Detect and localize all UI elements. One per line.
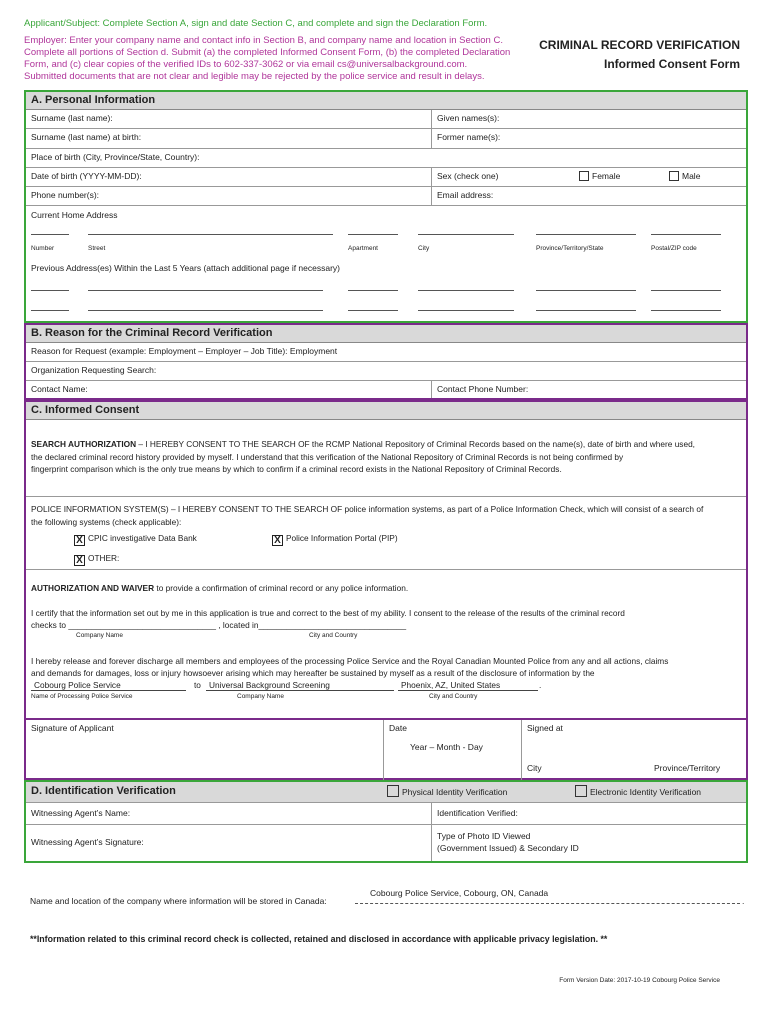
storage-field[interactable]: Cobourg Police Service, Cobourg, ON, Canada: [355, 888, 740, 904]
address-city-line[interactable]: [418, 234, 514, 235]
prev-address-line[interactable]: [31, 290, 69, 291]
other-option[interactable]: [74, 552, 119, 566]
female-label: Female: [592, 171, 621, 181]
police-info-text-1: POLICE INFORMATION SYSTEM(S) – I HEREBY CONSENT TO THE SEARCH OF police information systems, as part of a Police Information Check, which will consist of a search of: [31, 504, 704, 514]
contact-name-field[interactable]: Contact Name:: [31, 384, 88, 394]
certify-line-1: I certify that the information set out by me in this application is true and correct to the best of my ability. I consent to the release of the results of the criminal record: [31, 608, 625, 618]
electronic-verification-option[interactable]: [575, 785, 701, 797]
surname-field[interactable]: Surname (last name):: [31, 113, 113, 123]
storage-period: .: [742, 896, 745, 906]
prev-address-line[interactable]: [348, 290, 398, 291]
pip-option[interactable]: [272, 532, 398, 546]
electronic-label: Electronic Identity Verification: [590, 787, 702, 797]
city-country-caption-2: City and Country: [429, 693, 478, 700]
province-caption: Province/Territory: [654, 763, 721, 773]
agent-signature-field[interactable]: Witnessing Agent’s Signature:: [31, 837, 144, 847]
previous-address-label: Previous Address(es) Within the Last 5 Years (attach additional page if necessary): [31, 263, 341, 273]
photo-id-field[interactable]: [431, 825, 746, 861]
surname-birth-field[interactable]: Surname (last name) at birth:: [31, 132, 142, 142]
place-of-birth-field[interactable]: Place of birth (City, Province/State, Country):: [31, 152, 200, 162]
date-field[interactable]: [383, 720, 521, 780]
company-name-caption: Company Name: [76, 632, 123, 639]
section-d: [24, 780, 748, 863]
agent-name-field[interactable]: Witnessing Agent’s Name:: [31, 808, 131, 818]
privacy-note: **Information related to this criminal record check is collected, retained and disclosed in accordance with applicable privacy legislation. **: [30, 934, 608, 944]
reason-field[interactable]: Reason for Request (example: Employment – Employer – Job Title): Employment: [31, 346, 338, 356]
number-caption: Number: [31, 245, 55, 252]
section-c-heading: C. Informed Consent: [26, 402, 746, 420]
city-caption: City: [527, 763, 542, 773]
to-word: to: [194, 680, 201, 690]
prev-address-line[interactable]: [31, 310, 69, 311]
physical-checkbox[interactable]: [387, 785, 399, 797]
location-field[interactable]: Phoenix, AZ, United States: [398, 679, 538, 691]
male-option[interactable]: [669, 171, 700, 181]
search-auth-text-2: the declared criminal record history provided by myself. I understand that this verification of the National Repository of Criminal Records is not being confirmed by: [31, 451, 624, 462]
certify-line-2[interactable]: checks to ________________________________ , located in________________________________: [31, 620, 407, 630]
contact-phone-field[interactable]: Contact Phone Number:: [431, 381, 746, 398]
police-service-field[interactable]: Cobourg Police Service: [31, 679, 186, 691]
address-postal-line[interactable]: [651, 234, 721, 235]
prev-address-line[interactable]: [418, 290, 514, 291]
signature-label: Signature of Applicant: [31, 723, 114, 733]
prev-address-line[interactable]: [418, 310, 514, 311]
given-names-field[interactable]: Given names(s):: [431, 110, 746, 128]
province-caption: Province/Territory/State: [536, 245, 604, 252]
pip-label: Police Information Portal (PIP): [286, 533, 398, 543]
pip-checkbox[interactable]: X: [272, 535, 283, 546]
form-version: Form Version Date: 2017-10-19 Cobourg Police Service: [559, 977, 720, 984]
postal-caption: Postal/ZIP code: [651, 245, 697, 252]
electronic-checkbox[interactable]: [575, 785, 587, 797]
employer-instructions-4: Submitted documents that are not clear and legible may be rejected by the police service and result in delays.: [24, 71, 485, 82]
city-country-caption: City and Country: [309, 632, 358, 639]
prev-address-line[interactable]: [88, 290, 323, 291]
form-title: CRIMINAL RECORD VERIFICATION: [539, 38, 740, 52]
female-checkbox[interactable]: [579, 171, 589, 181]
processing-caption: Name of Processing Police Service: [31, 693, 133, 700]
signed-at-label: Signed at: [527, 723, 563, 733]
dob-field[interactable]: Date of birth (YYYY-MM-DD):: [31, 171, 142, 181]
section-d-heading: D. Identification Verification: [31, 785, 176, 797]
physical-label: Physical Identity Verification: [402, 787, 508, 797]
prev-address-line[interactable]: [348, 310, 398, 311]
former-names-field[interactable]: Former name(s):: [431, 129, 746, 148]
section-b: [24, 323, 748, 400]
prev-address-line[interactable]: [536, 290, 636, 291]
employer-instructions-3: Form, and (c) clear copies of the verified IDs to 602-337-3062 or via email cs@universalbackground.com.: [24, 59, 468, 70]
id-verified-field[interactable]: Identification Verified:: [431, 803, 746, 824]
release-line-2: and demands for damages, loss or injury howsoever arising which may hereafter be sustained by myself as a result of the disclosure of information by the: [31, 668, 595, 678]
search-auth-text-3: fingerprint comparison which is the only true means by which to confirm if a criminal record exists in the National Repository of Criminal Records.: [31, 464, 562, 474]
address-apartment-line[interactable]: [348, 234, 398, 235]
police-info-text-2: the following systems (check applicable):: [31, 516, 182, 527]
company-field[interactable]: Universal Background Screening: [206, 679, 394, 691]
section-b-heading: B. Reason for the Criminal Record Verification: [26, 325, 746, 343]
ymd-caption: Year – Month - Day: [410, 742, 483, 752]
phone-field[interactable]: Phone number(s):: [31, 190, 100, 200]
cpic-label: CPIC investigative Data Bank: [88, 533, 197, 543]
photo-id-label-2: (Government Issued) & Secondary ID: [437, 843, 579, 853]
cpic-option[interactable]: [74, 532, 197, 546]
sex-label: Sex (check one): [437, 171, 499, 181]
date-label: Date: [389, 723, 407, 733]
signed-at-field[interactable]: [521, 720, 746, 780]
auth-waiver-text: to provide a confirmation of criminal record or any police information.: [154, 583, 409, 593]
section-c: [24, 400, 748, 780]
company-caption: Company Name: [237, 693, 284, 700]
photo-id-label-1: Type of Photo ID Viewed: [437, 831, 531, 841]
prev-address-line[interactable]: [536, 310, 636, 311]
form-subtitle: Informed Consent Form: [603, 57, 740, 71]
prev-address-line[interactable]: [88, 310, 323, 311]
organization-field[interactable]: Organization Requesting Search:: [31, 365, 157, 375]
prev-address-line[interactable]: [651, 310, 721, 311]
cpic-checkbox[interactable]: X: [74, 535, 85, 546]
address-province-line[interactable]: [536, 234, 636, 235]
address-number-line[interactable]: [31, 234, 69, 235]
period: .: [539, 680, 542, 690]
employer-instructions-1: Employer: Enter your company name and contact info in Section B, and company name and location in Section C.: [24, 35, 503, 46]
section-a-heading: A. Personal Information: [26, 92, 746, 110]
female-option[interactable]: [579, 171, 620, 181]
auth-waiver-title: AUTHORIZATION AND WAIVER: [31, 583, 155, 593]
release-line-1: I hereby release and forever discharge all members and employees of the processing Police Service and the Royal Canadian Mounted Police from any and all actions, claims: [31, 656, 669, 666]
male-label: Male: [682, 171, 701, 181]
signature-field[interactable]: [26, 720, 383, 780]
section-a: [24, 90, 748, 323]
other-label: OTHER:: [88, 553, 120, 563]
storage-label: Name and location of the company where information will be stored in Canada:: [30, 896, 327, 906]
address-street-line[interactable]: [88, 234, 333, 235]
street-caption: Street: [88, 245, 106, 252]
other-checkbox[interactable]: X: [74, 555, 85, 566]
employer-instructions-2: Complete all portions of Section d. Submit (a) the completed Informed Consent Form, (b) the completed Declaration: [24, 47, 511, 58]
search-auth-title: SEARCH AUTHORIZATION: [31, 439, 137, 449]
email-field[interactable]: Email address:: [431, 187, 746, 205]
search-authorization: [31, 438, 695, 476]
applicant-instructions: Applicant/Subject: Complete Section A, sign and date Section C, and complete and sign the Declaration Form.: [24, 18, 488, 29]
apartment-caption: Apartment: [348, 245, 378, 252]
male-checkbox[interactable]: [669, 171, 679, 181]
physical-verification-option[interactable]: [387, 785, 507, 797]
prev-address-line[interactable]: [651, 290, 721, 291]
search-auth-text-1: – I HEREBY CONSENT TO THE SEARCH OF the RCMP National Repository of Criminal Records based on the name(s), date of birth and where used,: [136, 439, 695, 449]
current-address-label: Current Home Address: [31, 210, 118, 220]
city-caption: City: [418, 245, 430, 252]
